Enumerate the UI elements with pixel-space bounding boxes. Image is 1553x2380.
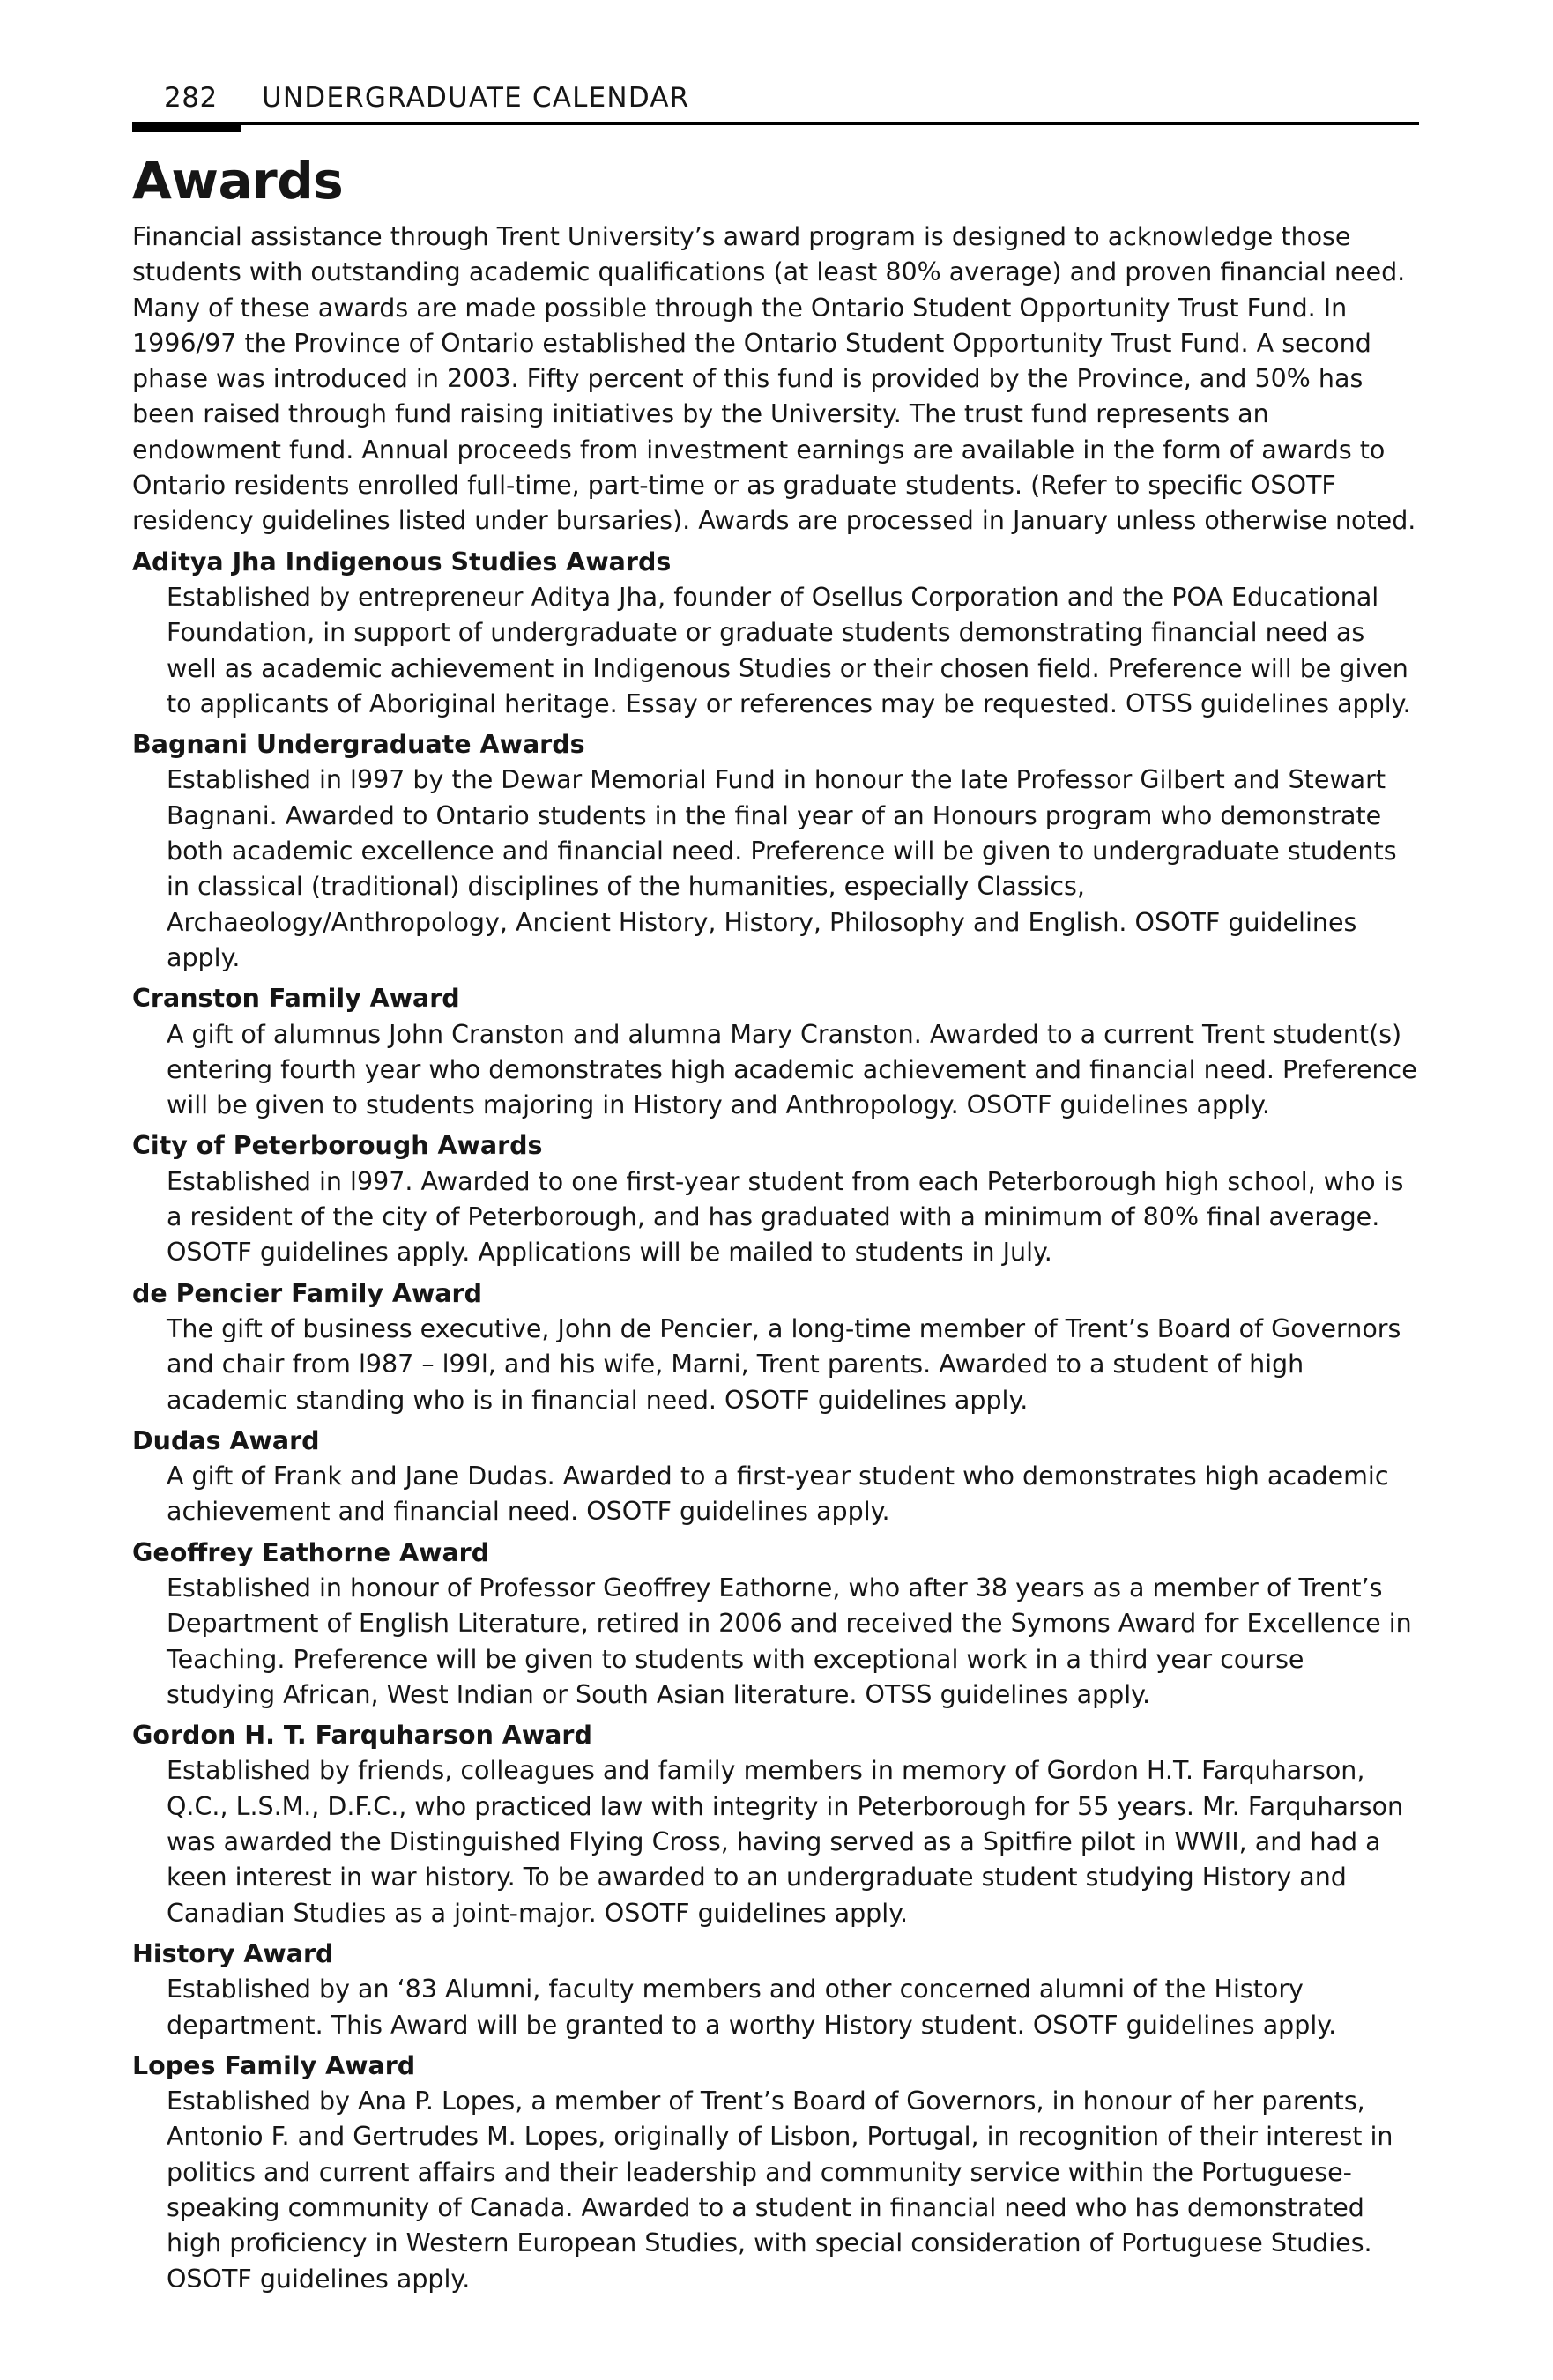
award-name: de Pencier Family Award (132, 1278, 482, 1308)
award-description: Established by Ana P. Lopes, a member of Trent’s Board of Governors, in honour of her parents, Antonio F. and Gertrudes M. Lopes, originally of Lisbon, Portugal, in recognition of their interest in politics and current affairs and their leadership and community service within the Portuguese-speaking community of Canada. Awarded to a student in financial need who has demonstrated high proficiency in Western European Studies, with special consideration of Portuguese Studies. OSOTF guidelines apply. (167, 2086, 1393, 2294)
award-name: Lopes Family Award (132, 2050, 416, 2080)
award-description: Established in honour of Professor Geoffrey Eathorne, who after 38 years as a member of Trent’s Department of English Literature, retired in 2006 and received the Symons Award for Excellence in Teaching. Preference will be given to students with exceptional work in a third year course studying African, West Indian or South Asian literature. OTSS guidelines apply. (167, 1573, 1412, 1709)
award-entry (132, 545, 1419, 722)
award-description: A gift of alumnus John Cranston and alumna Mary Cranston. Awarded to a current Trent student(s) entering fourth year who demonstrates high academic achievement and financial need. Preference will be given to students majoring in History and Anthropology. OSOTF guidelines apply. (167, 1019, 1417, 1120)
intro-paragraph: Financial assistance through Trent University’s award program is designed to acknowledge those students with outstanding academic qualifications (at least 80% average) and proven financial need. Many of these awards are made possible through the Ontario Student Opportunity Trust Fund. In 1996/97 the Province of Ontario established the Ontario Student Opportunity Trust Fund. A second phase was introduced in 2003. Fifty percent of this fund is provided by the Province, and 50% has been raised through fund raising initiatives by the University. The trust fund represents an endowment fund. Annual proceeds from investment earnings are available in the form of awards to Ontario residents enrolled full-time, part-time or as graduate students. (Refer to specific OSOTF residency guidelines listed under bursaries). Awards are processed in January unless otherwise noted. (132, 222, 1416, 536)
award-entry (132, 981, 1419, 1123)
header-rule (132, 122, 1419, 125)
award-name: Cranston Family Award (132, 984, 460, 1014)
award-entry (132, 1424, 1419, 1530)
running-title: UNDERGRADUATE CALENDAR (262, 82, 690, 114)
award-name: Dudas Award (132, 1425, 320, 1455)
award-name: Geoffrey Eathorne Award (132, 1537, 490, 1567)
award-name: Gordon H. T. Farquharson Award (132, 1721, 592, 1751)
award-description: Established in l997 by the Dewar Memorial Fund in honour the late Professor Gilbert and Stewart Bagnani. Awarded to Ontario students in the final year of an Honours program who demonstrate both academic excellence and financial need. Preference will be given to undergraduate students in classical (traditional) disciplines of the humanities, especially Classics, Archaeology/Anthropology, Ancient History, History, Philosophy and English. OSOTF guidelines apply. (167, 765, 1397, 972)
page-title: Awards (132, 151, 344, 211)
award-description: Established by friends, colleagues and family members in memory of Gordon H.T. Farquharson, Q.C., L.S.M., D.F.C., who practiced law with integrity in Peterborough for 55 years. Mr. Farquharson was awarded the Distinguished Flying Cross, having served as a Spitfire pilot in WWII, and had a keen interest in war history. To be awarded to an undergraduate student studying History and Canadian Studies as a joint-major. OSOTF guidelines apply. (167, 1756, 1404, 1928)
award-entry (132, 1276, 1419, 1418)
award-name: History Award (132, 1938, 334, 1968)
award-description: Established by an ‘83 Alumni, faculty members and other concerned alumni of the History department. This Award will be granted to a worthy History student. OSOTF guidelines apply. (167, 1975, 1337, 2040)
page-content (132, 219, 1419, 2302)
header-tab-mark (132, 122, 241, 132)
award-description: Established in l997. Awarded to one first-year student from each Peterborough high school, who is a resident of the city of Peterborough, and has graduated with a minimum of 80% final average. OSOTF guidelines apply. Applications will be mailed to students in July. (167, 1166, 1404, 1268)
award-entry (132, 1937, 1419, 2043)
award-entry (132, 1718, 1419, 1931)
award-entry (132, 727, 1419, 976)
running-header (132, 81, 1419, 129)
page-number: 282 (164, 82, 218, 114)
award-entry (132, 2049, 1419, 2297)
award-entry (132, 1128, 1419, 1270)
award-name: Bagnani Undergraduate Awards (132, 730, 585, 760)
award-name: City of Peterborough Awards (132, 1131, 543, 1161)
award-name: Aditya Jha Indigenous Studies Awards (132, 547, 672, 576)
award-description: A gift of Frank and Jane Dudas. Awarded to a first-year student who demonstrates high academic achievement and financial need. OSOTF guidelines apply. (167, 1461, 1389, 1527)
award-description: The gift of business executive, John de Pencier, a long-time member of Trent’s Board of Governors and chair from l987 – l99l, and his wife, Marni, Trent parents. Awarded to a student of high academic standing who is in financial need. OSOTF guidelines apply. (167, 1313, 1401, 1415)
award-description: Established by entrepreneur Aditya Jha, founder of Osellus Corporation and the POA Educational Foundation, in support of undergraduate or graduate students demonstrating financial need as well as academic achievement in Indigenous Studies or their chosen field. Preference will be given to applicants of Aboriginal heritage. Essay or references may be requested. OTSS guidelines apply. (167, 582, 1411, 718)
award-entry (132, 1536, 1419, 1713)
